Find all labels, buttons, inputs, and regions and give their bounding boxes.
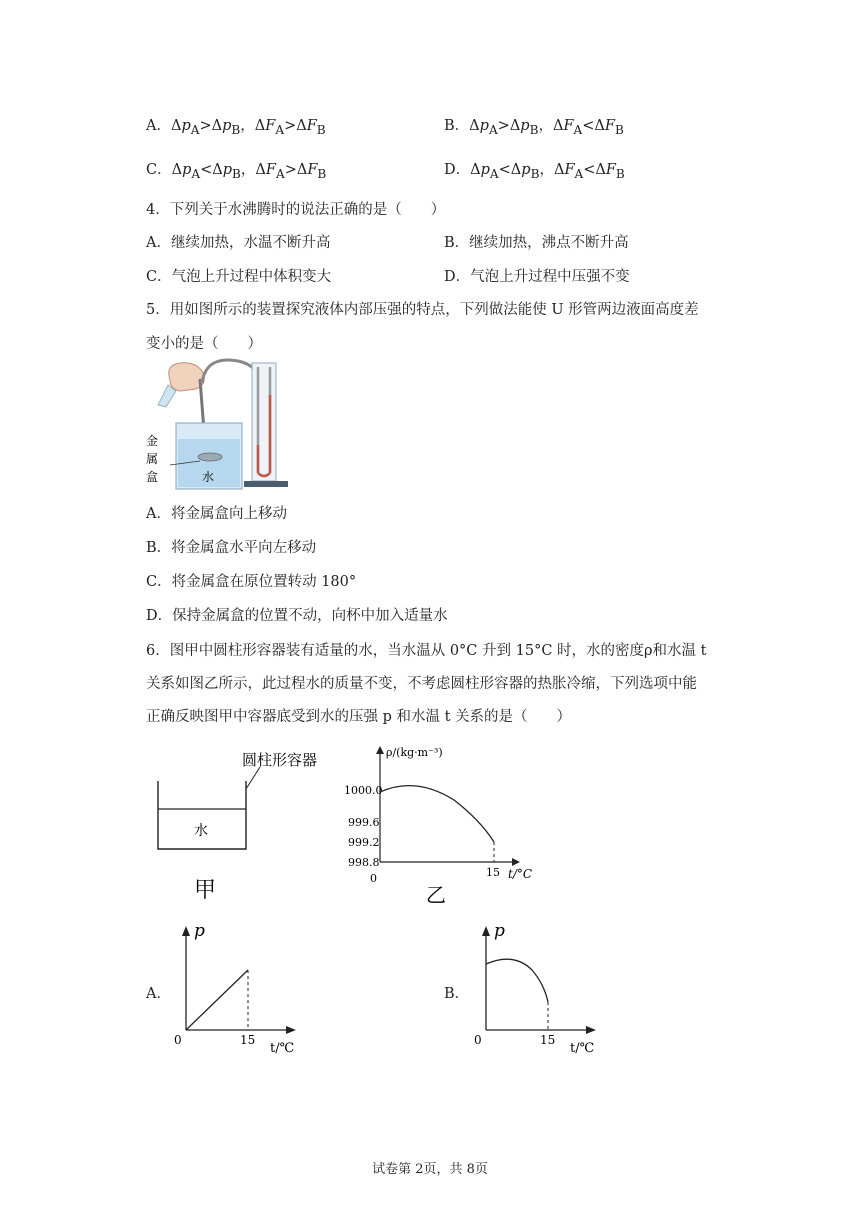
- pressure-gauge-figure: [140, 355, 300, 495]
- q5-option-c: C．将金属盒在原位置转动 180°: [146, 574, 357, 590]
- q3-option-b: B．$\Delta p_A>\Delta p_B$，$\Delta F_A<\Delta F_B$: [444, 118, 624, 137]
- svg-text:水: 水: [202, 470, 215, 484]
- hand-icon: [169, 363, 205, 391]
- q5-stem-line1: 5．用如图所示的装置探究液体内部压强的特点，下列做法能使 U 形管两边液面高度差: [146, 302, 699, 318]
- q5-stem-line2: 变小的是（ ）: [146, 336, 262, 352]
- figure-jia: [150, 745, 340, 905]
- metal-box: [198, 453, 222, 461]
- svg-text:盒: 盒: [146, 470, 159, 484]
- page-footer: 试卷第 2页，共 8页: [372, 1162, 488, 1177]
- q4-option-d: D．气泡上升过程中压强不变: [444, 269, 630, 285]
- q3-option-c: C．$\Delta p_A<\Delta p_B$，$\Delta F_A>\Delta F_B$: [146, 162, 327, 181]
- density-curve: [380, 786, 494, 842]
- svg-text:金: 金: [146, 434, 159, 448]
- q4-option-b: B．继续加热，沸点不断升高: [444, 235, 629, 251]
- q6-stem-line3: 正确反映图甲中容器底受到水的压强 p 和水温 t 关系的是（ ）: [146, 709, 572, 725]
- svg-text:15: 15: [240, 1033, 256, 1047]
- svg-text:0: 0: [474, 1033, 482, 1047]
- q6-option-a-graph: [168, 918, 308, 1058]
- u-tube-manometer: [252, 363, 276, 481]
- q6-stem-line1: 6．图甲中圆柱形容器装有适量的水，当水温从 0°C 升到 15°C 时，水的密度ρ和水温 t: [146, 643, 707, 659]
- svg-text:水: 水: [194, 823, 208, 839]
- q6-option-a-letter: A．: [146, 986, 171, 1002]
- svg-text:0: 0: [174, 1033, 182, 1047]
- svg-text:999.2: 999.2: [348, 836, 380, 849]
- q6-option-b-letter: B．: [444, 986, 470, 1002]
- q5-option-a: A．将金属盒向上移动: [146, 506, 287, 522]
- svg-text:999.6: 999.6: [348, 816, 380, 829]
- svg-text:1000.0: 1000.0: [344, 784, 383, 797]
- svg-text:ρ/(kg·m⁻³): ρ/(kg·m⁻³): [386, 746, 443, 759]
- q5-option-d: D．保持金属盒的位置不动，向杯中加入适量水: [146, 608, 448, 624]
- svg-text:属: 属: [146, 452, 159, 466]
- svg-text:甲: 甲: [194, 878, 217, 903]
- svg-text:0: 0: [370, 872, 377, 885]
- figure-yi-density-chart: [330, 742, 550, 910]
- svg-text:p: p: [194, 921, 205, 941]
- svg-text:998.8: 998.8: [348, 856, 380, 869]
- svg-text:p: p: [494, 921, 505, 941]
- q5-option-b: B．将金属盒水平向左移动: [146, 540, 317, 556]
- svg-text:t/℃: t/℃: [270, 1041, 295, 1056]
- svg-text:t/°C: t/°C: [508, 867, 533, 881]
- svg-text:乙: 乙: [426, 883, 446, 907]
- svg-text:t/℃: t/℃: [570, 1041, 595, 1056]
- q4-option-c: C．气泡上升过程中体积变大: [146, 269, 332, 285]
- svg-text:15: 15: [540, 1033, 556, 1047]
- q6-option-b-graph: [468, 918, 608, 1058]
- svg-text:圆柱形容器: 圆柱形容器: [242, 751, 318, 769]
- q4-stem: 4．下列关于水沸腾时的说法正确的是（ ）: [146, 202, 446, 218]
- q3-option-d: D．$\Delta p_A<\Delta p_B$，$\Delta F_A<\Delta F_B$: [444, 162, 625, 181]
- q3-option-a: A．$\Delta p_A>\Delta p_B$，$\Delta F_A>\Delta F_B$: [146, 118, 326, 137]
- svg-text:15: 15: [486, 866, 500, 879]
- q4-option-a: A．继续加热，水温不断升高: [146, 235, 331, 251]
- q6-stem-line2: 关系如图乙所示，此过程水的质量不变，不考虑圆柱形容器的热胀冷缩，下列选项中能: [146, 676, 697, 692]
